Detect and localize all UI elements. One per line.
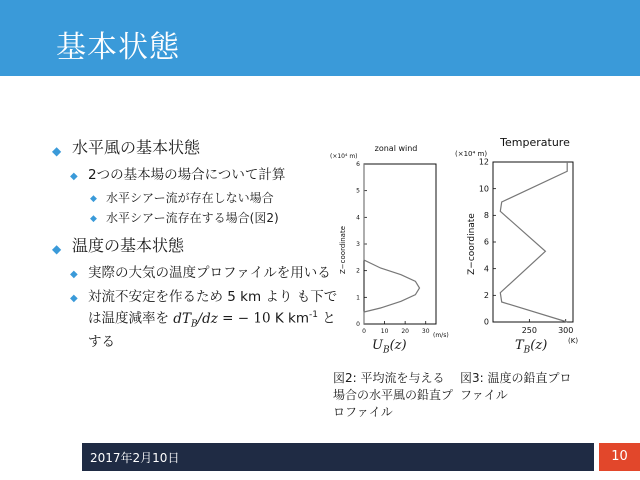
y-tick-label: 2 (483, 291, 489, 300)
footer-date: 2017年2月10日 (90, 451, 180, 465)
bullet-temp-sub1-text: 実際の大気の温度プロファイルを用いる (88, 265, 331, 281)
y-tick-label: 3 (356, 241, 360, 248)
bullet-temp-sub2-text-a: 対流不安定を作るため 5 km より も下では温度減率を (88, 289, 338, 327)
slide-title: 基本状態 (56, 30, 180, 65)
y-tick-label: 1 (356, 294, 360, 302)
y-tick-label: 4 (483, 264, 489, 274)
bullet-wind-case1 (52, 190, 342, 206)
x-tick-label: 20 (401, 328, 409, 335)
temperature-chart (455, 134, 585, 350)
bullet-temp (52, 236, 342, 256)
bullet-wind-sub-text: 2つの基本場の場合について計算 (88, 167, 286, 183)
lapse-rate-unit: K km (270, 310, 309, 327)
lapse-rate-math: $dT_B/dz$ (173, 310, 218, 330)
y-tick-label: 0 (356, 321, 360, 328)
bullet-temp-sub1 (52, 264, 338, 282)
bullet-wind (52, 138, 342, 158)
x-tick-label: 10 (380, 328, 389, 335)
diamond-bullet-icon: ◆ (52, 242, 62, 256)
diamond-bullet-icon: ◆ (70, 269, 78, 280)
y-tick-label: 6 (483, 237, 489, 247)
figure-temperature (455, 134, 585, 354)
y-unit-label: (×10⁴ m) (455, 150, 488, 158)
temperature-profile-line (500, 162, 567, 322)
zonal-wind-chart (330, 140, 450, 360)
lapse-rate-value: = − 10 (217, 310, 271, 327)
lapse-rate-exponent: -1 (308, 310, 318, 320)
y-tick-label: 8 (483, 211, 489, 220)
plot-frame (493, 162, 573, 322)
diamond-bullet-icon: ◆ (70, 293, 78, 304)
x-unit-label: (K) (568, 337, 579, 345)
bullet-wind-text: 水平風の基本状態 (72, 138, 201, 157)
bullet-wind-case1-text: 水平シアー流が存在しない場合 (106, 191, 274, 205)
bullet-temp-text: 温度の基本状態 (72, 236, 185, 255)
y-tick-label: 4 (356, 214, 360, 222)
math-label-tb: $T_B(z)$ (515, 338, 548, 356)
x-tick-label: 0 (362, 328, 366, 335)
diamond-bullet-icon: ◆ (70, 171, 78, 182)
y-tick-label: 6 (356, 161, 360, 168)
y-tick-label: 0 (483, 317, 489, 327)
y-tick-label: 10 (478, 184, 489, 194)
y-tick-label: 5 (356, 187, 360, 195)
wind-profile-line (364, 164, 420, 324)
x-tick-label: 30 (421, 328, 430, 335)
diamond-bullet-icon: ◆ (52, 144, 62, 158)
chart-title: zonal wind (374, 144, 418, 153)
y-axis-label: Z−coordinate (467, 213, 477, 275)
x-tick-label: 300 (558, 326, 574, 335)
diamond-bullet-icon: ◆ (90, 214, 97, 224)
x-tick-label: 250 (521, 326, 538, 335)
figure-zonal-wind (330, 140, 450, 364)
y-axis-label: Z−coordinate (339, 226, 347, 274)
page-number: 10 (611, 449, 628, 464)
chart-title: Temperature (500, 136, 570, 149)
x-unit-label: (m/s) (433, 332, 449, 339)
y-unit-label: (×10⁴ m) (330, 153, 358, 160)
plot-frame (364, 164, 436, 324)
bullet-wind-case2 (52, 210, 342, 226)
bullet-wind-case2-text: 水平シアー流存在する場合(図2) (106, 211, 279, 225)
math-label-ub: $U_B(z)$ (372, 338, 407, 356)
y-tick-label: 12 (478, 157, 489, 167)
bullet-temp-sub2-end: とする (88, 310, 336, 351)
bullet-wind-sub (52, 166, 342, 184)
y-tick-label: 2 (356, 267, 360, 275)
figure3-caption: 図3: 温度の鉛直プロファイル (460, 371, 572, 402)
bullet-temp-sub2 (52, 288, 338, 351)
bullet-list (52, 138, 342, 357)
diamond-bullet-icon: ◆ (90, 194, 97, 204)
figure2-caption: 図2: 平均流を与える場合の水平風の鉛直プロファイル (333, 371, 454, 419)
